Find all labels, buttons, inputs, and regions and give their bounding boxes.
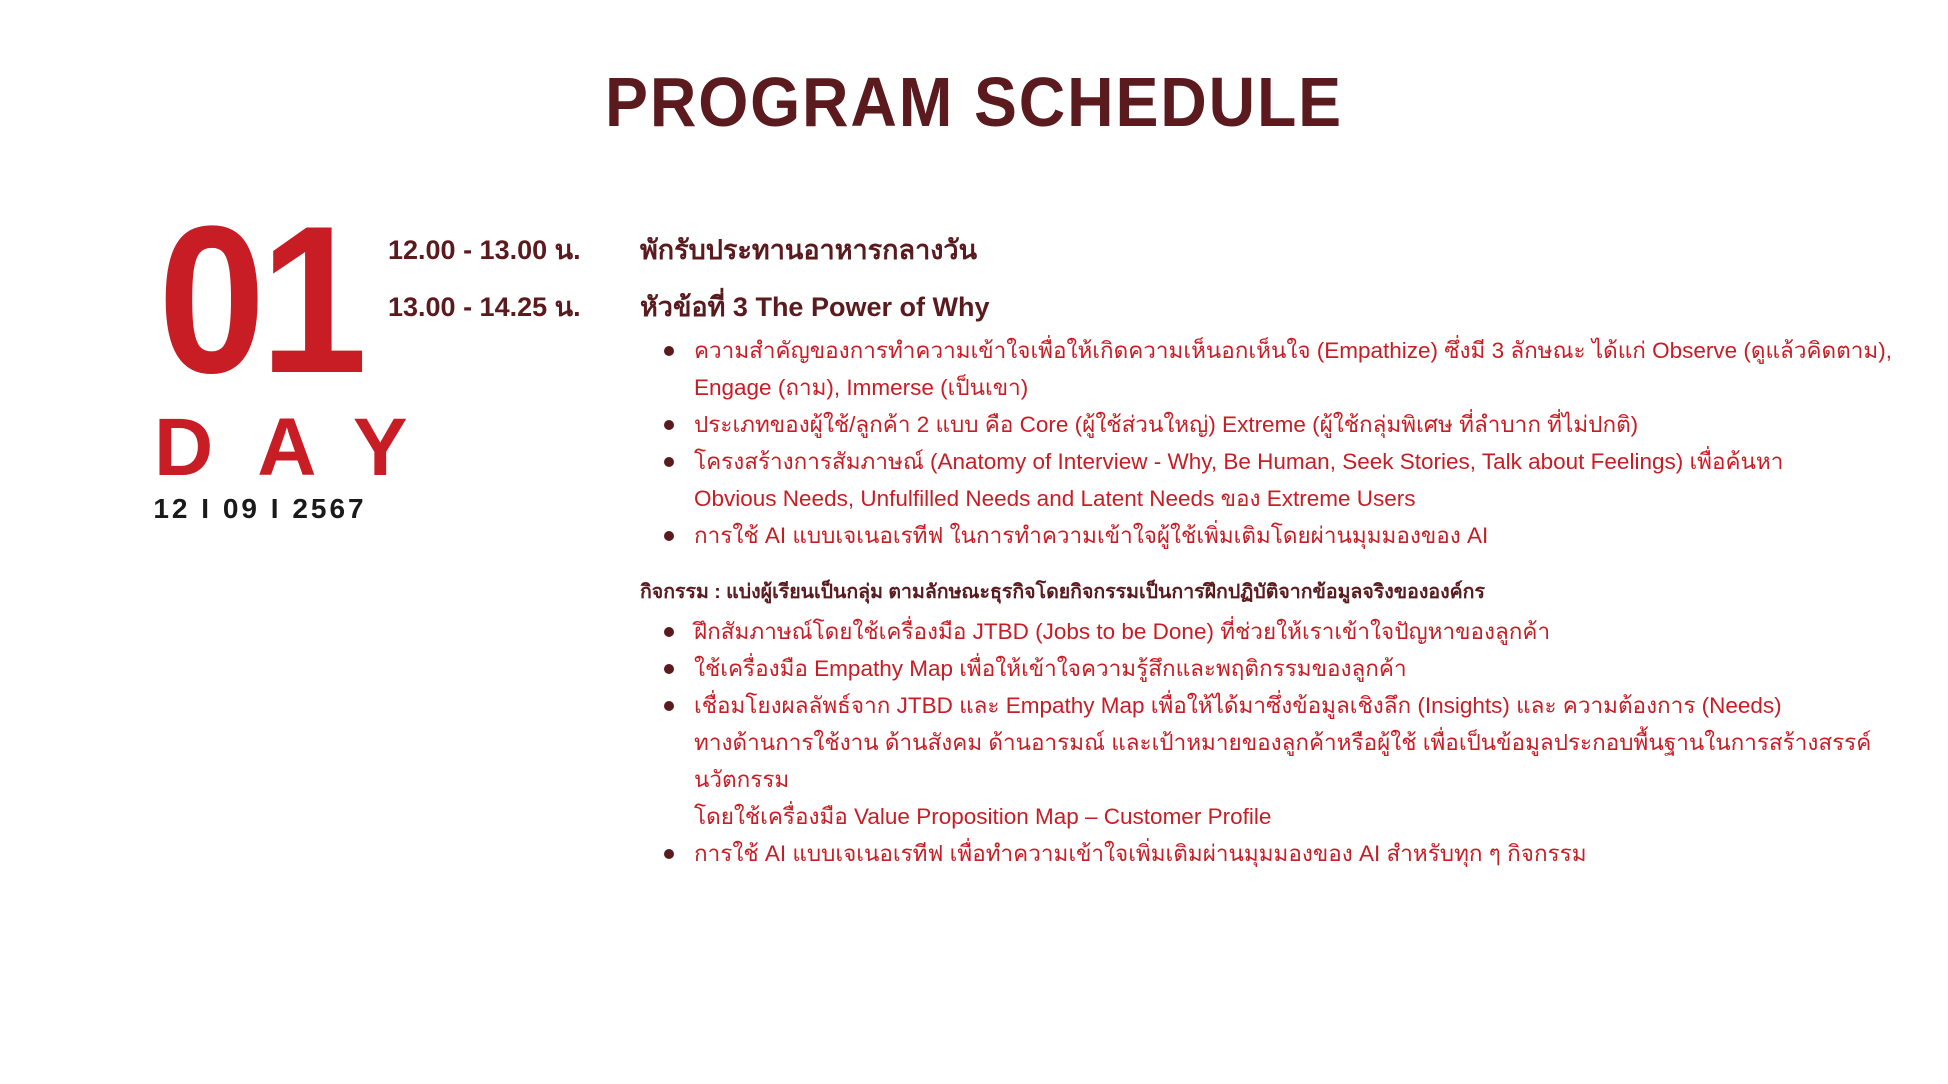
bullet-icon	[664, 849, 674, 859]
bullet-line: ประเภทของผู้ใช้/ลูกค้า 2 แบบ คือ Core (ผู้ใช้ส่วนใหญ่) Extreme (ผู้ใช้กลุ่มพิเศษ ที่ลำบาก ที่ไม่ปกติ)	[694, 412, 1639, 437]
session-bullet-list	[640, 332, 1918, 554]
list-item	[640, 650, 1918, 687]
bullet-line: Engage (ถาม), Immerse (เป็นเขา)	[694, 375, 1029, 400]
slot-time: 12.00 - 13.00 น.	[388, 235, 581, 265]
list-item	[640, 443, 1918, 517]
bullet-icon	[664, 627, 674, 637]
activity-bullet-list	[640, 613, 1918, 872]
bullet-icon	[664, 346, 674, 356]
list-item	[640, 332, 1918, 406]
schedule-slot-lunch	[388, 228, 1918, 271]
event-date: 12 I 09 I 2567	[153, 493, 367, 524]
bullet-line: Obvious Needs, Unfulfilled Needs and Latent Needs ของ Extreme Users	[694, 486, 1416, 511]
bullet-icon	[664, 420, 674, 430]
bullet-icon	[664, 664, 674, 674]
list-item	[640, 406, 1918, 443]
bullet-line: การใช้ AI แบบเจเนอเรทีฟ ในการทำความเข้าใจผู้ใช้เพิ่มเติมโดยผ่านมุมมองของ AI	[694, 523, 1489, 548]
list-item	[640, 517, 1918, 554]
bullet-line: ฝึกสัมภาษณ์โดยใช้เครื่องมือ JTBD (Jobs to be Done) ที่ช่วยให้เราเข้าใจปัญหาของลูกค้า	[694, 619, 1551, 644]
bullet-line: ความสำคัญของการทำความเข้าใจเพื่อให้เกิดความเห็นอกเห็นใจ (Empathize) ซึ่งมี 3 ลักษณะ ได้แก่ Observe (ดูแล้วคิดตาม),	[694, 338, 1892, 363]
schedule	[388, 228, 1918, 872]
activity-heading: กิจกรรม : แบ่งผู้เรียนเป็นกลุ่ม ตามลักษณะธุรกิจโดยกิจกรรมเป็นการฝึกปฏิบัติจากข้อมูลจริงขององค์กร	[640, 581, 1485, 603]
bullet-line: การใช้ AI แบบเจเนอเรทีฟ เพื่อทำความเข้าใจเพิ่มเติมผ่านมุมมองของ AI สำหรับทุก ๆ กิจกรรม	[694, 841, 1587, 866]
page-title: PROGRAM SCHEDULE	[605, 63, 1343, 141]
list-item	[640, 687, 1918, 835]
list-item	[640, 613, 1918, 650]
bullet-line: ใช้เครื่องมือ Empathy Map เพื่อให้เข้าใจความรู้สึกและพฤติกรรมของลูกค้า	[694, 656, 1407, 681]
list-item	[640, 835, 1918, 872]
schedule-slot-session	[388, 285, 1918, 328]
slot-topic: พักรับประทานอาหารกลางวัน	[640, 235, 978, 265]
bullet-line: โดยใช้เครื่องมือ Value Proposition Map – Customer Profile	[694, 804, 1272, 829]
slot-time: 13.00 - 14.25 น.	[388, 292, 581, 322]
bullet-icon	[664, 701, 674, 711]
bullet-icon	[664, 457, 674, 467]
day-badge	[110, 182, 452, 525]
bullet-line: เชื่อมโยงผลลัพธ์จาก JTBD และ Empathy Map เพื่อให้ได้มาซึ่งข้อมูลเชิงลึก (Insights) และ ความต้องการ (Needs)	[694, 693, 1782, 718]
bullet-line: โครงสร้างการสัมภาษณ์ (Anatomy of Interview - Why, Be Human, Seek Stories, Talk about Feelings) เพื่อค้นหา	[694, 449, 1784, 474]
bullet-line: ทางด้านการใช้งาน ด้านสังคม ด้านอารมณ์ และเป้าหมายของลูกค้าหรือผู้ใช้ เพื่อเป็นข้อมูลประกอบพื้นฐานในการสร้างสรรค์นวัตกรรม	[694, 730, 1872, 792]
day-label: DAY	[154, 402, 452, 493]
day-number: 01	[158, 182, 362, 417]
slot-topic: หัวข้อที่ 3 The Power of Why	[640, 292, 990, 322]
bullet-icon	[664, 531, 674, 541]
